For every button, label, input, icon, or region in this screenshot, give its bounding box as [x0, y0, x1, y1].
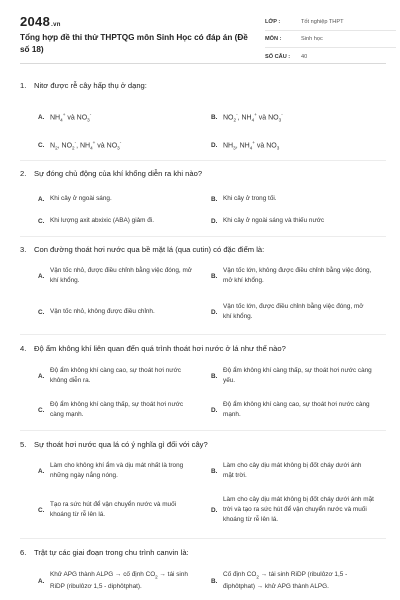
- option-b[interactable]: [211, 110, 384, 126]
- option-letter: A.: [38, 272, 45, 280]
- question-text: Độ ẩm không khí liên quan đến quá trình thoát hơi nước ở lá như thế nào?: [34, 344, 286, 353]
- question-1-options: [20, 110, 386, 126]
- question-5-options-2: [20, 495, 386, 525]
- question-divider: [20, 236, 386, 237]
- option-text: Độ ẩm không khí càng cao, sự thoát hơi nước càng mạnh.: [223, 401, 370, 418]
- option-text: Khi cây ở ngoài sáng.: [50, 195, 112, 202]
- question-divider: [20, 160, 386, 161]
- option-letter: D.: [211, 217, 218, 225]
- option-d[interactable]: [211, 400, 384, 420]
- option-d[interactable]: [211, 138, 384, 154]
- question-6: [20, 547, 386, 558]
- question-number: 2.: [20, 169, 27, 178]
- question-1: [20, 80, 386, 91]
- option-letter: B.: [211, 114, 218, 122]
- option-d[interactable]: [211, 302, 384, 322]
- meta-value: Tốt nghiệp THPT: [301, 19, 344, 25]
- question-text: Sự đóng chủ động của khí khổng diễn ra khi nào?: [34, 169, 203, 178]
- question-text: Con đường thoát hơi nước qua bề mặt lá (qua cutin) có đặc điểm là:: [34, 245, 265, 254]
- question-5: [20, 439, 386, 450]
- question-number: 5.: [20, 440, 27, 449]
- options-row: [20, 461, 386, 481]
- meta-label: SỐ CÂU :: [265, 53, 291, 60]
- question-divider: [20, 334, 386, 335]
- option-letter: B.: [211, 577, 218, 585]
- option-text: $NH_3$, $NH_4^+$ và $NO_3$: [223, 140, 280, 151]
- options-row: [20, 495, 386, 525]
- options-row: [20, 570, 386, 592]
- question-5-options: [20, 461, 386, 481]
- option-text: Độ ẩm không khí càng thấp, sự thoát hơi nước càng yếu.: [223, 367, 372, 384]
- options-row: [20, 266, 386, 286]
- question-4: [20, 343, 386, 354]
- option-text: Vận tốc nhỏ, được điều chỉnh bằng việc đóng, mở khí khổng.: [50, 267, 192, 284]
- option-b[interactable]: [211, 266, 384, 286]
- option-d[interactable]: [211, 216, 384, 226]
- option-letter: A.: [38, 372, 45, 380]
- question-3: [20, 244, 386, 255]
- question-header: [20, 168, 386, 179]
- option-text: Tạo ra sức hút để vận chuyển nước và muối khoáng từ rễ lên lá.: [50, 501, 177, 518]
- option-letter: D.: [211, 406, 218, 414]
- option-d[interactable]: [211, 495, 384, 525]
- option-letter: D.: [211, 142, 218, 150]
- meta-label: MÔN :: [265, 36, 282, 42]
- option-letter: C.: [38, 506, 45, 514]
- option-c[interactable]: [38, 216, 211, 226]
- question-number: 6.: [20, 548, 27, 557]
- option-text: Độ ẩm không khí càng cao, sự thoát hơi nước không diễn ra.: [50, 367, 181, 384]
- option-a[interactable]: [38, 461, 211, 481]
- question-number: 3.: [20, 245, 27, 254]
- question-header: [20, 439, 386, 450]
- option-letter: C.: [38, 217, 45, 225]
- question-text: Nitơ được rễ cây hấp thụ ở dạng:: [34, 81, 147, 90]
- option-text: Khi cây ở trong tối.: [223, 195, 277, 202]
- option-text: Làm cho không khí ẩm và dịu mát nhất là trong những ngày nắng nóng.: [50, 462, 184, 479]
- document-meta: [265, 14, 396, 65]
- option-b[interactable]: [211, 194, 384, 204]
- option-text: Vận tốc nhỏ, không được điều chỉnh.: [50, 308, 155, 315]
- option-text: Cố định $CO_2$ → tái sinh RiDP (ribulôzơ 1,5 - điphôtphat) → khử APG thành ALPG.: [223, 571, 348, 591]
- option-letter: A.: [38, 577, 45, 585]
- question-2-options: [20, 194, 386, 204]
- option-text: Vận tốc lớn, được điều chỉnh bằng việc đóng, mở khí khổng.: [223, 303, 364, 320]
- option-b[interactable]: [211, 366, 384, 386]
- option-text: $NH_4^+$ và $NO_3^-$: [50, 112, 92, 123]
- option-text: Khi cây ở ngoài sáng và thiếu nước: [223, 217, 325, 224]
- option-a[interactable]: [38, 366, 211, 386]
- meta-label: LỚP :: [265, 19, 281, 25]
- option-text: Làm cho cây dịu mát không bị đốt cháy dưới ánh mặt trời và tạo ra sức hút để vận chuyển nước và muối khoáng từ rễ lên lá.: [223, 496, 374, 523]
- question-2-options-2: [20, 216, 386, 226]
- option-b[interactable]: [211, 570, 384, 592]
- option-text: Độ ẩm không khí càng thấp, sự thoát hơi nước càng mạnh.: [50, 401, 184, 418]
- options-row: [20, 400, 386, 420]
- option-a[interactable]: [38, 110, 211, 126]
- question-divider: [20, 430, 386, 431]
- meta-row-class: [265, 14, 396, 31]
- question-header: [20, 547, 386, 558]
- options-row: [20, 366, 386, 386]
- option-letter: C.: [38, 406, 45, 414]
- question-divider: [20, 538, 386, 539]
- option-letter: A.: [38, 114, 45, 122]
- document-title: Tổng hợp đề thi thử THPTQG môn Sinh Học có đáp án (Đề số 18): [20, 33, 248, 54]
- option-c[interactable]: [38, 302, 211, 322]
- option-text: Khử APG thành ALPG → cố định $CO_2$ → tái sinh RiDP (ribulôzơ 1,5 - diphôtphat).: [50, 571, 188, 591]
- logo-suffix: .vn: [51, 22, 61, 28]
- option-a[interactable]: [38, 570, 211, 592]
- option-a[interactable]: [38, 194, 211, 204]
- option-text: $NO_2^-$, $NH_4^+$ và $NO_3^-$: [223, 112, 283, 123]
- option-letter: D.: [211, 506, 218, 514]
- option-c[interactable]: [38, 495, 211, 525]
- question-number: 1.: [20, 81, 27, 90]
- option-text: $N_2$, $NO_2^-$, $NH_4^+$ và $NO_3^-$: [50, 140, 122, 151]
- option-letter: B.: [211, 195, 218, 203]
- document-header: [20, 0, 386, 64]
- question-1-options-2: [20, 138, 386, 154]
- question-4-options-2: [20, 400, 386, 420]
- option-text: Làm cho cây dịu mát không bị đốt cháy dưới ánh mặt trời.: [223, 462, 362, 479]
- question-3-options: [20, 266, 386, 286]
- option-letter: B.: [211, 372, 218, 380]
- question-text: Trật tự các giai đoạn trong chu trình canvin là:: [34, 548, 189, 557]
- options-row: [20, 194, 386, 204]
- question-number: 4.: [20, 344, 27, 353]
- options-row: [20, 302, 386, 322]
- question-text: Sự thoát hơi nước qua lá có ý nghĩa gì đối với cây?: [34, 440, 208, 449]
- options-row: [20, 216, 386, 226]
- question-2: [20, 168, 386, 179]
- option-a[interactable]: [38, 266, 211, 286]
- options-row: [20, 110, 386, 126]
- option-letter: A.: [38, 467, 45, 475]
- option-letter: C.: [38, 142, 45, 150]
- site-logo[interactable]: [20, 14, 61, 29]
- option-c[interactable]: [38, 400, 211, 420]
- question-6-options: [20, 570, 386, 592]
- meta-row-count: [265, 48, 396, 65]
- meta-value: 40: [301, 53, 308, 60]
- question-header: [20, 244, 386, 255]
- option-letter: C.: [38, 308, 45, 316]
- meta-value: Sinh học: [301, 36, 323, 42]
- options-row: [20, 138, 386, 154]
- logo-text: 2048: [20, 14, 51, 29]
- option-text: Vận tốc lớn, không được điều chỉnh bằng việc đóng, mở khí khổng.: [223, 267, 372, 284]
- question-3-options-2: [20, 302, 386, 322]
- question-4-options: [20, 366, 386, 386]
- option-b[interactable]: [211, 461, 384, 481]
- meta-row-subject: [265, 31, 396, 48]
- option-c[interactable]: [38, 138, 211, 154]
- option-letter: B.: [211, 272, 218, 280]
- option-letter: B.: [211, 467, 218, 475]
- option-letter: A.: [38, 195, 45, 203]
- option-letter: D.: [211, 308, 218, 316]
- option-text: Khi lượng axit abxixic (ABA) giảm đi.: [50, 217, 155, 224]
- question-header: [20, 80, 386, 91]
- question-header: [20, 343, 386, 354]
